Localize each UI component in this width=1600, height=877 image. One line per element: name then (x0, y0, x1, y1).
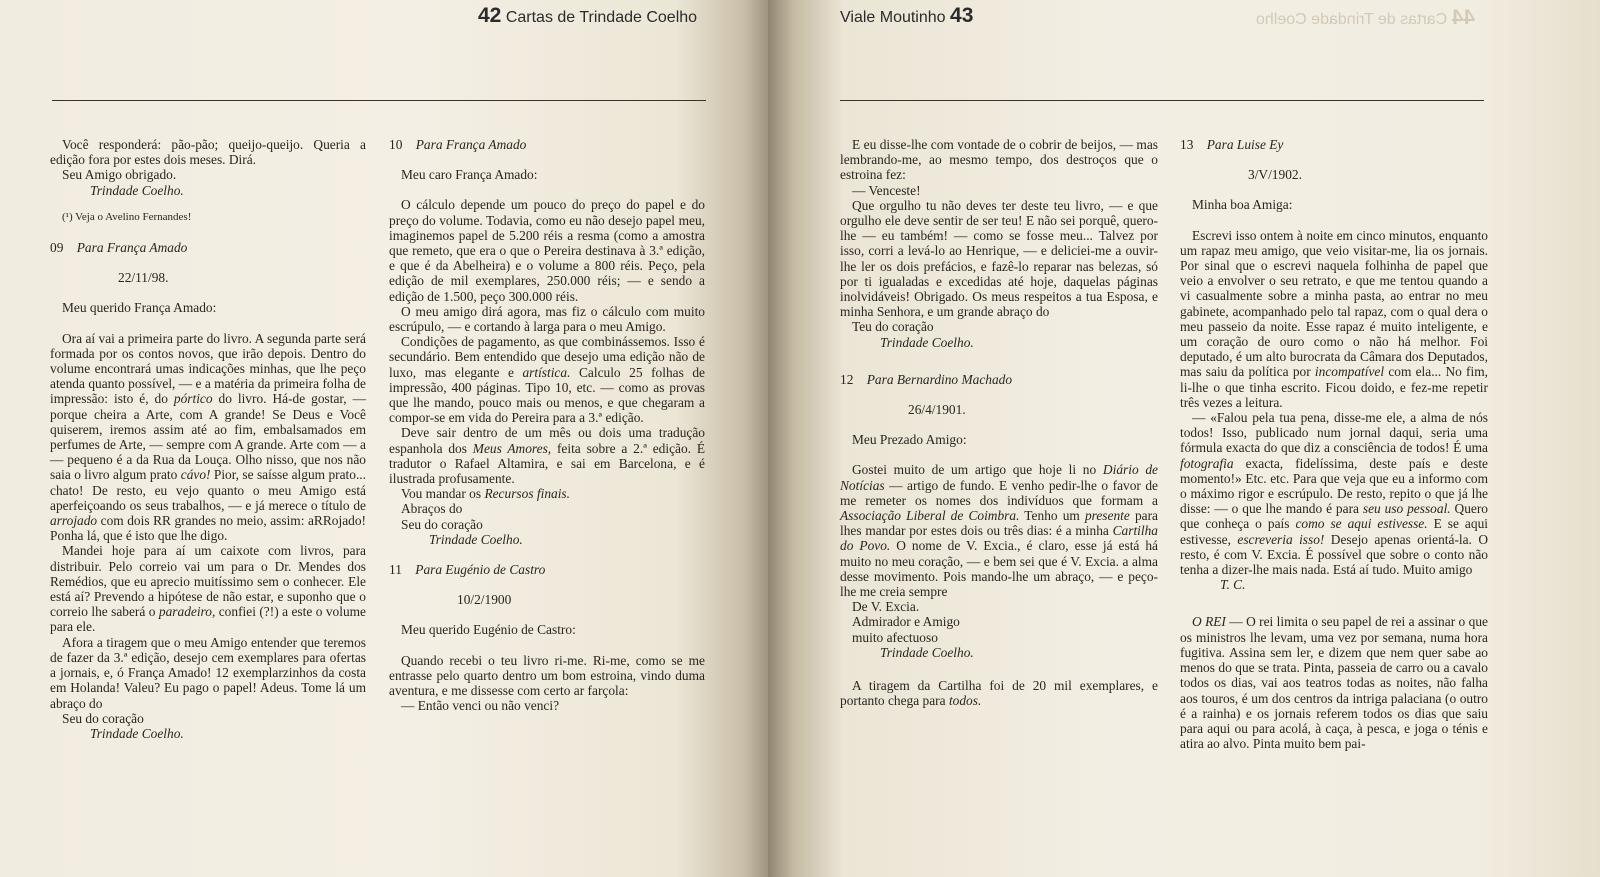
paragraph: E eu disse-lhe com vontade de o cobrir de beijos, — mas lembrando-me, ao mesmo tempo, dos destroços que o estroina fez: (840, 137, 1158, 183)
paragraph: A tiragem da Cartilha foi de 20 mil exemplares, e portanto chega para todos. (840, 678, 1158, 709)
header-rule (840, 100, 1484, 101)
text-column-1 (50, 137, 366, 741)
bleed-through-header: 44 Cartas de Trindade Coelho (1256, 6, 1476, 29)
paragraph: — Venceste! (852, 182, 921, 198)
closing: Abraços do (401, 501, 463, 517)
letter-recipient: Para França Amado (415, 137, 527, 152)
paragraph: Que orgulho tu não deves ter deste teu livro, — e que orgulho ele deve sentir de ser teu! E não sei porquê, quero-lhe — eu também! — como se fosse meu... Talvez por isso, corri a levá-lo ao Henrique, — e deliciei-me a ouvir-lhe ler os dois prefácios, e fazê-lo reparar nas belezas, só por ti igualadas e excedidas até hoje, daquelas páginas inolvidáveis! Obrigado. Os meus respeitos a tua Esposa, e minha Senhora, e um grande abraço do (840, 197, 1158, 320)
letter-heading (389, 562, 705, 577)
signature: Trindade Coelho. (880, 334, 974, 350)
page-number: 42 (478, 4, 502, 27)
letter-heading (389, 137, 705, 152)
paragraph: Quando recebi o teu livro ri-me. Ri-me, como se me entrasse pelo quarto dentro um bom estroina, vindo duma aventura, e me dissesse com certo ar farçola: (389, 652, 705, 699)
signature: T. C. (1220, 577, 1246, 593)
section-lead: O REI (1192, 614, 1226, 630)
text-column-1 (840, 137, 1158, 709)
letter-date: 10/2/1900 (457, 592, 512, 608)
salutation: Meu Prezado Amigo: (852, 432, 967, 448)
paragraph: — Então venci ou não venci? (401, 698, 560, 714)
paragraph: O meu amigo dirá agora, mas fiz o cálculo com muito escrúpulo, — e cortando à larga para o meu Amigo. (389, 303, 705, 335)
letter-heading (1180, 137, 1488, 152)
text-column-2 (1180, 137, 1488, 751)
signature: Trindade Coelho. (90, 182, 184, 198)
paragraph: Ora aí vai a primeira parte do livro. A segunda parte será formada por os contos novos, que irão depois. Dentro do volume encontrará umas indicações minhas, que lhe peço atenda quanto possível, — e a matéria da primeira folha de impressão: isto é, do pórtico do livro. Há-de gostar, — porque cheira a Arte, com A grande! Se Deus e Você quiserem, iremos assim até ao fim, embalsamados em perfumes de Arte, — sempre com A grande. Arte com — a — pequeno é a da Rua da Louça. Olho nisso, que nos não saia o livro algum prato cávo! Pior, se saísse algum prato... chato! De resto, eu vejo quanto o meu Amigo está aperfeiçoando os seus trabalhos, — e já merece o título de arrojado com dois RR grandes no meio, assim: aRRojado! Ponha lá, que é isto que lhe digo. (50, 330, 367, 544)
paragraph: Você responderá: pão-pão; queijo-queijo. Queria a edição fora por estes dois meses. Dirá. (50, 137, 366, 168)
page-header-left (478, 4, 697, 28)
paragraph: Mandei hoje para aí um caixote com livros, para distribuir. Pelo correio vai um para o Dr. Mendes dos Remédios, que eu aprecio muitíssimo sem o conhecer. Ele está aí? Prevendo a hipótese de não estar, e suponho que o correio lhe saberá o paradeiro, confiei (?!) a este o volume para ele. (50, 543, 366, 635)
paragraph: Gostei muito de um artigo que hoje li no Diário de Notícias — artigo de fundo. E venho pedir-lhe o favor de me remeter os nomes dos indivíduos que formam a Associação Liberal de Coimbra. Tenho um presente para lhes mandar por estes dois ou três dias: é a minha Cartilha do Povo. O nome de V. Excia., é claro, esse já está há muito no meu coração, — e bem sei que é V. Excia. a alma desse movimento. Pois mando-lhe um abraço, — e peço-lhe me creia sempre (840, 462, 1158, 600)
closing: Admirador e Amigo (852, 614, 960, 630)
letter-number: 13 (1180, 137, 1194, 152)
letter-date: 26/4/1901. (908, 402, 966, 418)
letter-recipient: Para Eugénio de Castro (415, 562, 546, 578)
salutation: Meu querido França Amado: (62, 300, 217, 316)
salutation: Minha boa Amiga: (1192, 197, 1293, 213)
text-column-2 (389, 137, 705, 714)
running-title: Viale Moutinho (840, 9, 946, 26)
page-number: 43 (950, 4, 974, 27)
signature: Trindade Coelho. (880, 644, 974, 660)
paragraph: Condições de pagamento, as que combinássemos. Isso é secundário. Bem entendido que desejo uma edição não de luxo, mas elegante e artística. Calculo 25 folhas de impressão, 400 páginas. Tipo 10, etc. — como as provas que lhe mando, pouco mais ou menos, e que chegaram a compor-se em vida do Pereira para a 3.ª edição. (389, 334, 705, 426)
letter-recipient: Para França Amado (76, 240, 188, 256)
letter-number: 10 (389, 137, 403, 152)
letter-number: 11 (389, 562, 402, 578)
salutation: Meu querido Eugénio de Castro: (401, 622, 576, 638)
paragraph: O REI — O rei limita o seu papel de rei a assinar o que os ministros lhe levam, uma vez por semana, numa hora fugitiva. Assina sem ler, e dizem que nem quer sabe ao menos do que se trata. Pinta, passeia de carro ou a cavalo todos os dias, vai aos teatros todas as noites, não falha aos touros, é um dos centros da intriga palaciana (o outro é a rainha) e os jornais referem todos os dias que saiu para aqui ou para acolá, à caça, à pesca, e joga o ténis e atira ao alvo. Pinta muito bem pai- (1180, 614, 1488, 752)
closing: Seu Amigo obrigado. (62, 167, 177, 183)
left-page (0, 0, 768, 877)
letter-recipient: Para Luise Ey (1206, 137, 1284, 152)
right-page (768, 0, 1600, 877)
paragraph: O cálculo depende um pouco do preço do papel e do preço do volume. Todavia, como eu não desejo papel meu, imaginemos papel de 5.200 réis a resma (como a amostra que remeto, que era o que o Pereira destinava à 3.ª edição, e que é da Abelheira) e o volume a 800 réis. Peço, pela edição de mil exemplares, 250.000 réis; — e sendo a edição de 1.500, peço 300.000 réis. (389, 197, 705, 304)
letter-date: 22/11/98. (118, 270, 169, 286)
closing: De V. Excia. (852, 599, 920, 615)
salutation: Meu caro França Amado: (401, 167, 538, 183)
running-title: Cartas de Trindade Coelho (505, 9, 698, 26)
letter-heading (840, 372, 1158, 387)
closing: Seu do coração (62, 710, 144, 726)
closing: Seu do coração (401, 516, 483, 532)
footnote: (¹) Veja o Avelino Fernandes! (62, 210, 192, 223)
letter-recipient: Para Bernardino Machado (866, 371, 1013, 387)
paragraph: — «Falou pela tua pena, disse-me ele, a alma de nós todos! Isso, publicado num jornal daqui, seria uma fórmula exacta do que diz a consciência de todos! É uma fotografia exacta, fidelíssima, deste país e deste momento!» Etc. etc. Para que veja que eu a informo com o máximo rigor e escrúpulo. De resto, repito o que já lhe disse: — o que lhe mando é para seu uso pessoal. Quero que conheça o país como se aqui estivesse. E se aqui estivesse, escreveria isso! Desejo apenas orientá-la. O resto, é com V. Excia. É possível que sobre o conto não tenha a dizer-lhe mais nada. Está aí tudo. Muito amigo (1180, 410, 1489, 578)
paragraph: Afora a tiragem que o meu Amigo entender que teremos de fazer da 3.ª edição, desejo cem exemplares para ofertas a jornais, e, ó França Amado! 12 exemplarzinhos da costa em Holanda! Valeu? Eu pago o papel! Adeus. Tome lá um abraço do (50, 634, 366, 711)
paragraph: Deve sair dentro de um mês ou dois uma tradução espanhola dos Meus Amores, feita sobre a 2.ª edição. É tradutor o Rafael Altamira, e sai em Barcelona, e é ilustrada profusamente. (389, 425, 705, 487)
paragraph: Escrevi isso ontem à noite em cinco minutos, enquanto um rapaz meu amigo, que veio visitar-me, lia os jornais. Por sinal que o escrevi naquela folhinha de papel que veio a envolver o seu retrato, e que me tentou quando a vi casualmente sobre a minha pasta, ao entrar no meu gabinete, acompanhado pelo tal rapaz, com o qual dera o meu passeio da noite. Esse rapaz é muito inteligente, e um coração de ouro como o não há melhor. Foi deputado, é um alto burocrata da Câmara dos Deputados, mas saiu da política por incompatível com ela... No fim, li-lhe o que tinha escrito. Ficou doido, e fez-me repetir três vezes a leitura. (1180, 227, 1489, 410)
letter-number: 09 (50, 240, 64, 256)
closing: muito afectuoso (852, 629, 938, 645)
page-header-right (840, 4, 973, 28)
header-rule (52, 100, 706, 101)
letter-date: 3/V/1902. (1248, 167, 1302, 183)
paragraph: Vou mandar os Recursos finais. (401, 486, 570, 502)
signature: Trindade Coelho. (429, 531, 523, 547)
letter-number: 12 (840, 371, 854, 387)
letter-heading (50, 240, 366, 255)
signature: Trindade Coelho. (90, 725, 184, 741)
closing: Teu do coração (852, 319, 934, 335)
